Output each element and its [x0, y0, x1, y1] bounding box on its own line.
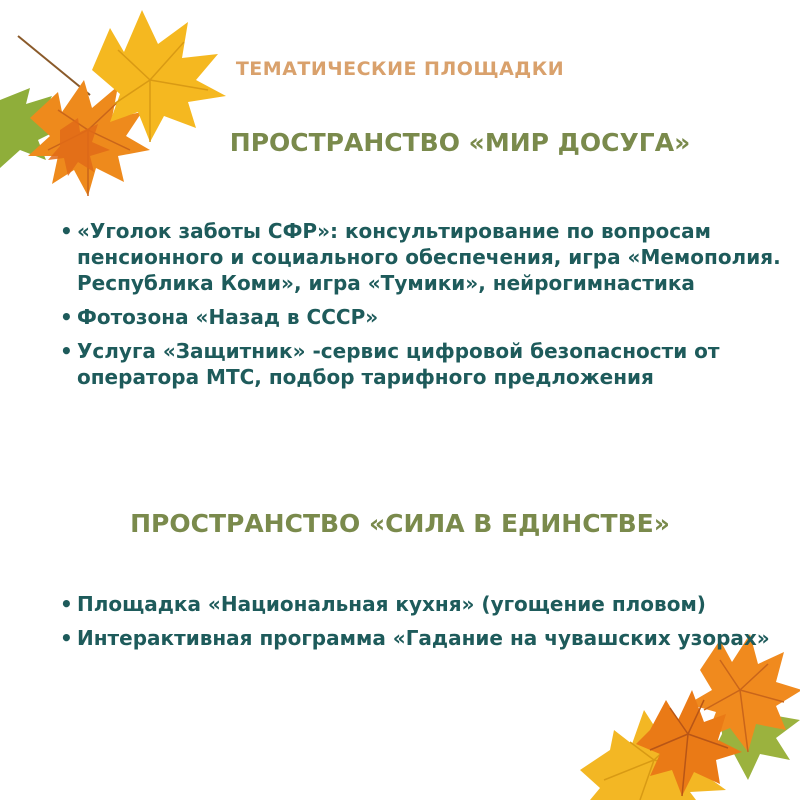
subtitle: ТЕМАТИЧЕСКИЕ ПЛОЩАДКИ: [235, 58, 565, 80]
leisure-list: [60, 218, 785, 398]
list-item: • Услуга «Защитник» -сервис цифровой безопасности от оператора МТС, подбор тарифного предложения: [60, 338, 785, 390]
section-title-leisure: ПРОСТРАНСТВО «МИР ДОСУГА»: [229, 128, 691, 157]
maple-leaves-top-left-icon: [0, 0, 260, 200]
unity-list: [60, 591, 785, 659]
list-item: • Площадка «Национальная кухня» (угощение пловом): [60, 591, 785, 617]
list-item: • Фотозона «Назад в СССР»: [60, 304, 785, 330]
list-item: • «Уголок заботы СФР»: консультирование по вопросам пенсионного и социального обеспечения, игра «Мемополия. Республика Коми», игра «Тумики», нейрогимнастика: [60, 218, 785, 296]
list-item: • Интерактивная программа «Гадание на чувашских узорах»: [60, 625, 785, 651]
section-title-unity: ПРОСТРАНСТВО «СИЛА В ЕДИНСТВЕ»: [130, 509, 670, 538]
